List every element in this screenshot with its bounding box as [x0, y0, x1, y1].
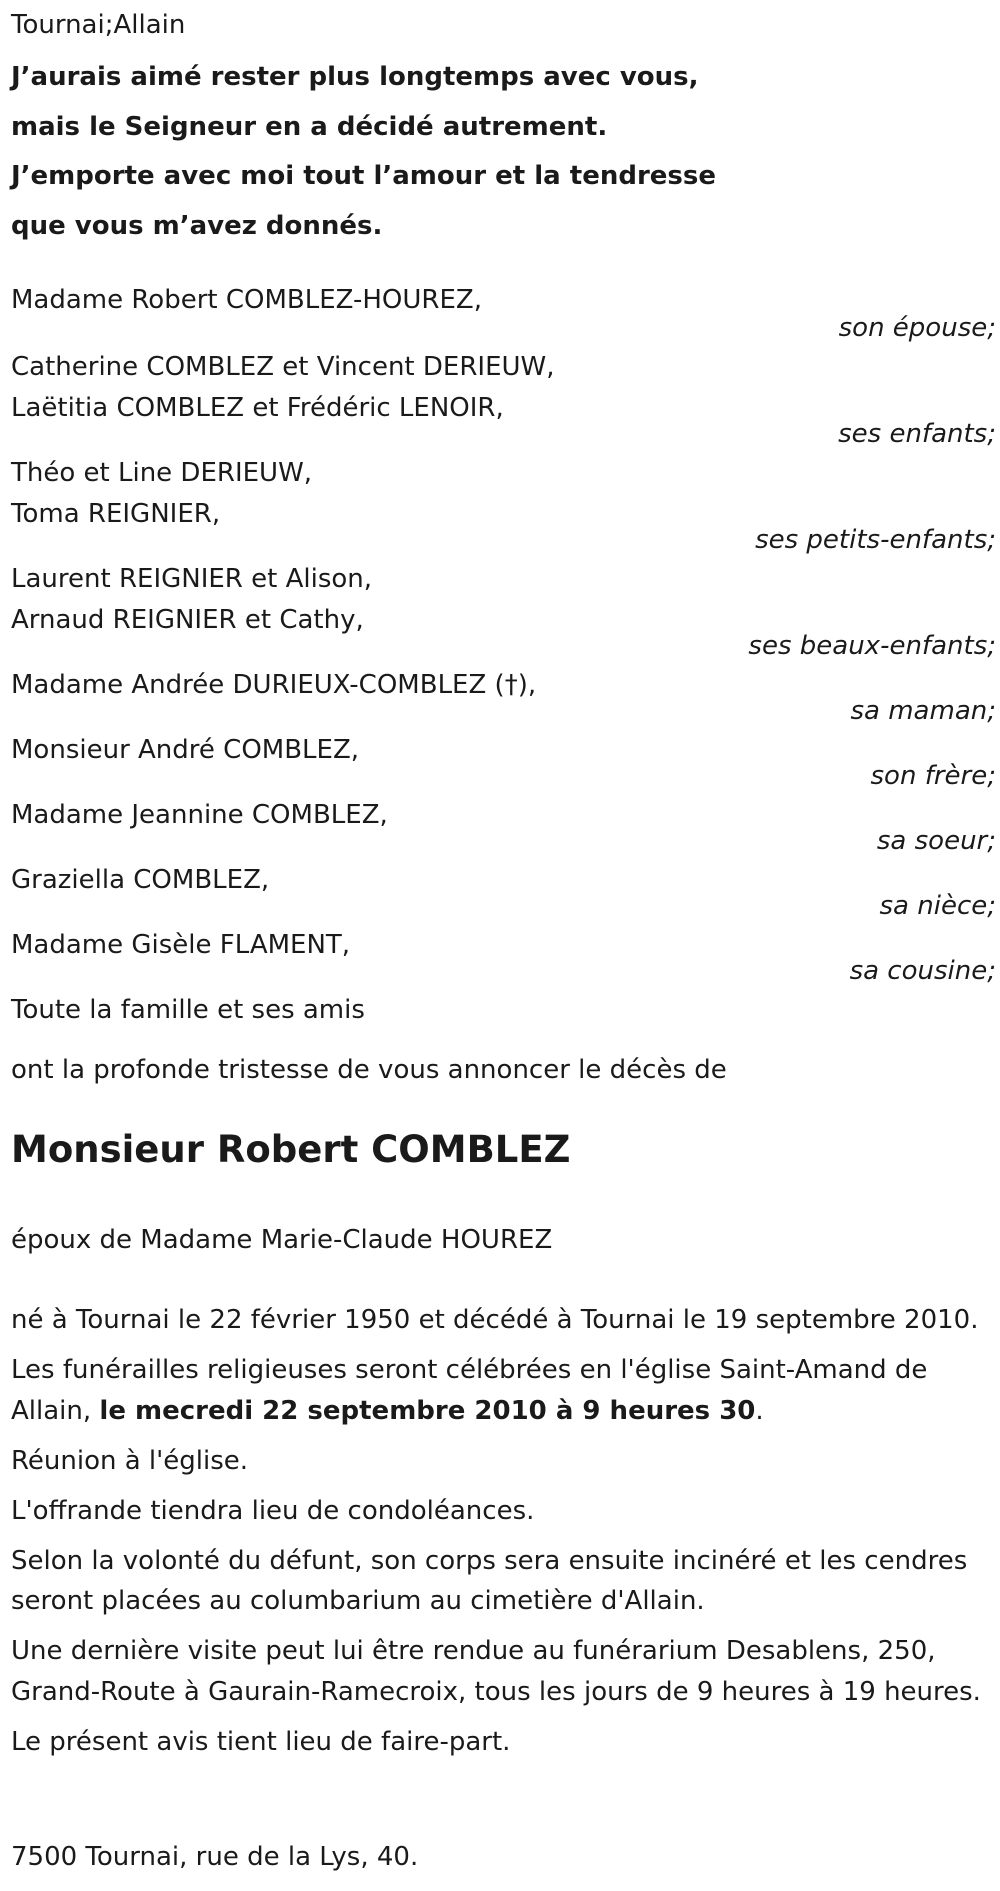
- verse-line: J’aurais aimé rester plus longtemps avec vous,: [11, 62, 699, 92]
- verse-line: que vous m’avez donnés.: [11, 210, 383, 241]
- family-name: Madame Robert COMBLEZ-HOUREZ,: [11, 285, 482, 315]
- cremation-line: Selon la volonté du défunt, son corps sera ensuite incinéré et les cendres seront placées au columbarium au cimetière d'Allain.: [11, 1545, 968, 1616]
- family-relation: ses petits-enfants;: [755, 525, 996, 555]
- funeral-intro: Les funérailles religieuses seront célébrées en l'église Saint-Amand de Allain,: [11, 1355, 928, 1426]
- funeral-details: [11, 1300, 996, 1772]
- family-entry-grandchildren: [11, 453, 996, 553]
- offering-line: L'offrande tiendra lieu de condoléances.: [11, 1495, 535, 1526]
- family-name: Toma REIGNIER,: [11, 499, 221, 529]
- verse-line: J’emporte avec moi tout l’amour et la tendresse: [11, 161, 716, 191]
- family-entry-mother: [11, 665, 996, 724]
- family-entry-stepchildren: [11, 559, 996, 659]
- funeral-line: [11, 1350, 996, 1431]
- verse-line: mais le Seigneur en a décidé autrement.: [11, 111, 608, 142]
- family-relation: son épouse;: [838, 313, 996, 343]
- family-name: Madame Andrée DURIEUX-COMBLEZ (†),: [11, 670, 537, 700]
- birth-death-line: né à Tournai le 22 février 1950 et décédé à Tournai le 19 septembre 2010.: [11, 1305, 979, 1335]
- family-list: [11, 280, 996, 1031]
- family-name: Arnaud REIGNIER et Cathy,: [11, 605, 364, 635]
- family-name: Théo et Line DERIEUW,: [11, 458, 313, 488]
- funeral-end: .: [755, 1395, 764, 1426]
- family-relation: sa cousine;: [849, 956, 996, 986]
- announcement-text: ont la profonde tristesse de vous annoncer le décès de: [11, 1055, 727, 1085]
- funeral-date: le mecredi 22 septembre 2010 à 9 heures 30: [99, 1395, 756, 1426]
- family-name: Catherine COMBLEZ et Vincent DERIEUW,: [11, 352, 555, 382]
- notice-line: Le présent avis tient lieu de faire-part.: [11, 1726, 511, 1757]
- family-closing: Toute la famille et ses amis: [11, 995, 365, 1025]
- family-relation: sa soeur;: [876, 826, 996, 856]
- family-entry-cousin: [11, 925, 996, 984]
- family-entry-spouse: [11, 280, 996, 341]
- visit-line: Une dernière visite peut lui être rendue au funérarium Desablens, 250, Grand-Route à Gaurain-Ramecroix, tous les jours de 9 heures à 19 heures.: [11, 1636, 981, 1707]
- family-entry-brother: [11, 730, 996, 789]
- meeting-line: Réunion à l'église.: [11, 1445, 249, 1476]
- family-relation: ses enfants;: [838, 419, 996, 449]
- family-relation: sa nièce;: [879, 891, 996, 921]
- family-relation: ses beaux-enfants;: [748, 631, 996, 661]
- deceased-name: Monsieur Robert COMBLEZ: [11, 1128, 571, 1171]
- family-name: Laurent REIGNIER et Alison,: [11, 564, 373, 594]
- page-title: Tournai;Allain: [11, 10, 186, 40]
- family-name: Madame Gisèle FLAMENT,: [11, 930, 351, 960]
- family-entry-niece: [11, 860, 996, 919]
- memorial-verse: [11, 53, 716, 251]
- family-name: Monsieur André COMBLEZ,: [11, 735, 360, 765]
- family-name: Laëtitia COMBLEZ et Frédéric LENOIR,: [11, 393, 504, 423]
- family-name: Graziella COMBLEZ,: [11, 865, 270, 895]
- family-relation: sa maman;: [850, 696, 996, 726]
- spouse-line: époux de Madame Marie-Claude HOUREZ: [11, 1225, 553, 1255]
- family-entry-sister: [11, 795, 996, 854]
- family-relation: son frère;: [870, 761, 996, 791]
- address-line: 7500 Tournai, rue de la Lys, 40.: [11, 1842, 419, 1872]
- family-name: Madame Jeannine COMBLEZ,: [11, 800, 388, 830]
- family-entry-children: [11, 347, 996, 447]
